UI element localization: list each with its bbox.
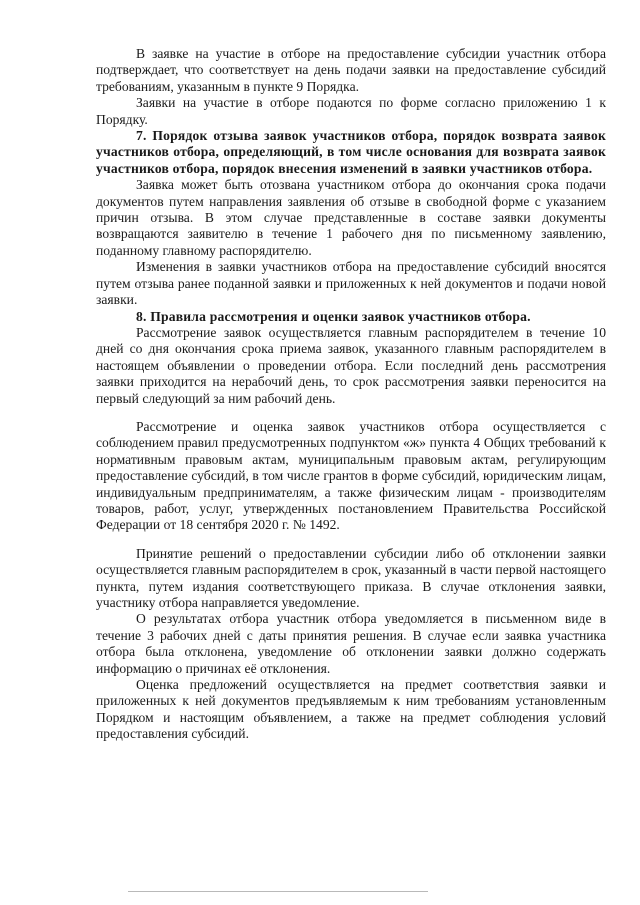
document-page [96,46,606,743]
paragraph-evaluation: Оценка предложений осуществляется на предмет соответствия заявки и приложенных к ней документов предъявляемым к ним требованиям установленным Порядком и настоящим объявлением, а также на предмет соблюдения условий предоставления субсидий. [96,677,606,742]
paragraph-gap [96,407,606,419]
paragraph-review-rules: Рассмотрение и оценка заявок участников отбора осуществляется с соблюдением правил предусмотренных подпунктом «ж» пункта 4 Общих требований к нормативным правовым актам, муниципальным правовым актам, регулирующим предоставление субсидий, в том числе грантов в форме субсидий, юридическим лицам, индивидуальным предпринимателям, а также физическим лицам - производителям товаров, работ, услуг, утвержденных постановлением Правительства Российской Федерации от 18 сентября 2020 г. № 1492. [96,418,606,533]
paragraph-withdrawal: Заявка может быть отозвана участником отбора до окончания срока подачи документов путем направления заявления об отзыве в свободной форме с указанием причин отзыва. В этом случае представленные в составе заявки документы возвращаются заявителю в течение 1 рабочего дня по письменному заявлению, поданному главному распорядителю. [96,177,606,258]
paragraph-review-period: Рассмотрение заявок осуществляется главным распорядителем в течение 10 дней со дня окончания срока приема заявок, указанного главным распорядителем в настоящем объявлении о проведении отбора. Если последний день рассмотрения заявки приходится на нерабочий день, то срок рассмотрения заявки переносится на первый следующий за ним рабочий день. [96,324,606,406]
paragraph-decision: Принятие решений о предоставлении субсидии либо об отклонении заявки осуществляется главным распорядителем в срок, указанный в части первой настоящего пункта, путем издания соответствующего приказа. В случае отклонения заявки, участнику отбора направляется уведомление. [96,545,606,610]
heading-section-8: 8. Правила рассмотрения и оценки заявок участников отбора. [136,308,531,324]
footer-divider [128,891,428,892]
paragraph-application-form: Заявки на участие в отборе подаются по форме согласно приложению 1 к Порядку. [96,95,606,127]
paragraph-changes: Изменения в заявки участников отбора на предоставление субсидий вносятся путем отзыва ранее поданной заявки и приложенных к ней документов и подачи новой заявки. [96,259,606,308]
paragraph-application-confirmation: В заявке на участие в отборе на предоставление субсидии участник отбора подтверждает, что соответствует на день подачи заявки на предоставление субсидий требованиям, указанным в пункте 9 Порядка. [96,46,606,94]
heading-section-7: 7. Порядок отзыва заявок участников отбора, порядок возврата заявок участников отбора, определяющий, в том числе основания для возврата заявок участников отбора, порядок внесения изменений в заявки участников отбора. [96,128,606,176]
paragraph-gap [96,534,606,546]
paragraph-notification: О результатах отбора участник отбора уведомляется в письменном виде в течение 3 рабочих дней с даты принятия решения. В случае если заявка участника отбора была отклонена, уведомление об отклонении заявки должно содержать информацию о причинах её отклонения. [96,611,606,676]
